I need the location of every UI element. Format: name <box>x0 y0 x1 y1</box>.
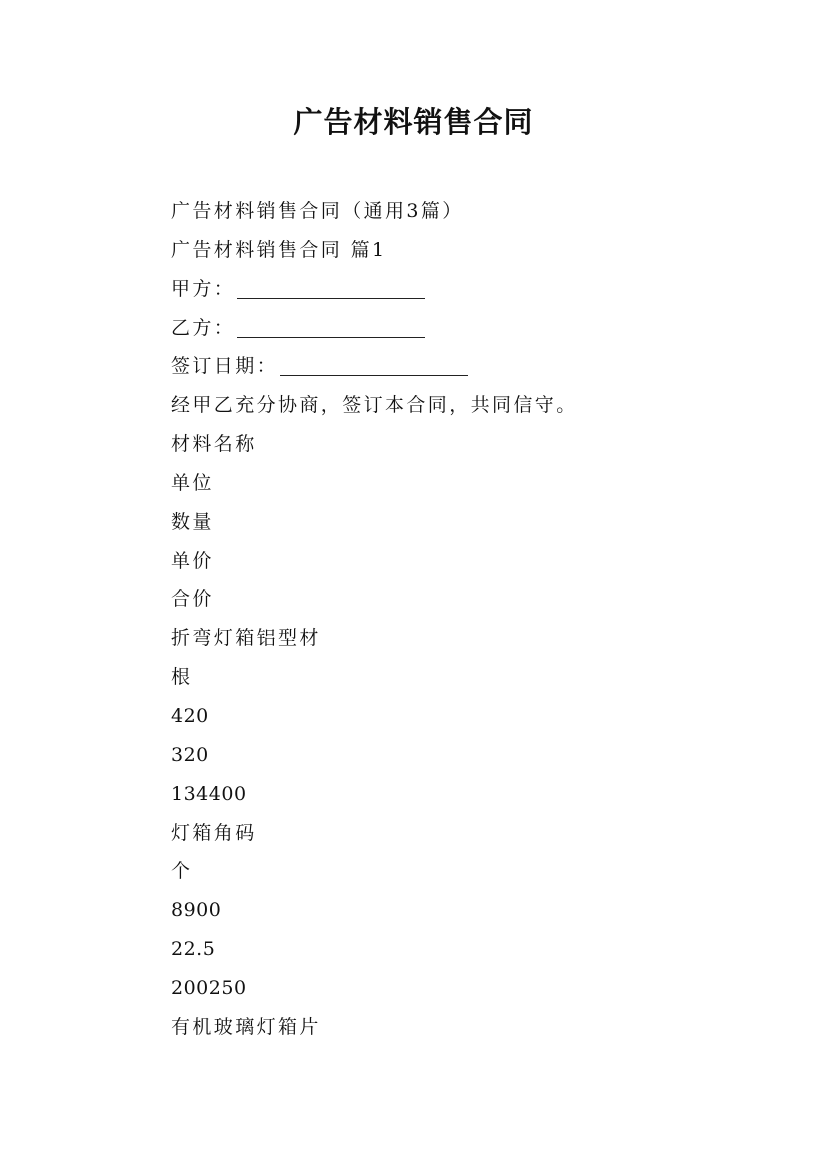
sign-date-label: 签订日期： <box>171 355 279 378</box>
header-total-price: 合价 <box>171 588 214 611</box>
party-b-line <box>171 309 771 348</box>
item-3-name: 有机玻璃灯箱片 <box>171 1015 321 1038</box>
item-1-name: 折弯灯箱铝型材 <box>171 627 321 650</box>
document-body <box>171 192 771 1047</box>
party-a-label: 甲方： <box>171 277 236 300</box>
header-unit: 单位 <box>171 471 214 494</box>
item-2-quantity: 8900 <box>171 899 222 922</box>
sign-date-line <box>171 347 771 386</box>
item-2-unit: 个 <box>171 860 193 883</box>
item-2-unit-price: 22.5 <box>171 938 216 961</box>
party-a-line <box>171 270 771 309</box>
header-unit-price: 单价 <box>171 549 214 572</box>
party-b-label: 乙方： <box>171 316 236 339</box>
item-2-total: 200250 <box>171 976 247 999</box>
item-1-quantity: 420 <box>171 704 209 727</box>
item-1-unit: 根 <box>171 666 193 689</box>
document-title: 广告材料销售合同 <box>293 105 534 139</box>
item-1-total: 134400 <box>171 782 247 805</box>
agreement-statement: 经甲乙充分协商，签订本合同，共同信守。 <box>171 394 578 417</box>
contract-section-heading: 广告材料销售合同 篇1 <box>171 238 387 261</box>
item-2-name: 灯箱角码 <box>171 821 257 844</box>
contract-subtitle: 广告材料销售合同（通用3篇） <box>171 200 464 222</box>
header-quantity: 数量 <box>171 510 214 533</box>
item-1-unit-price: 320 <box>171 743 209 766</box>
header-material-name: 材料名称 <box>171 433 257 456</box>
party-b-blank <box>237 313 425 338</box>
sign-date-blank <box>280 351 468 376</box>
party-a-blank <box>237 274 425 299</box>
